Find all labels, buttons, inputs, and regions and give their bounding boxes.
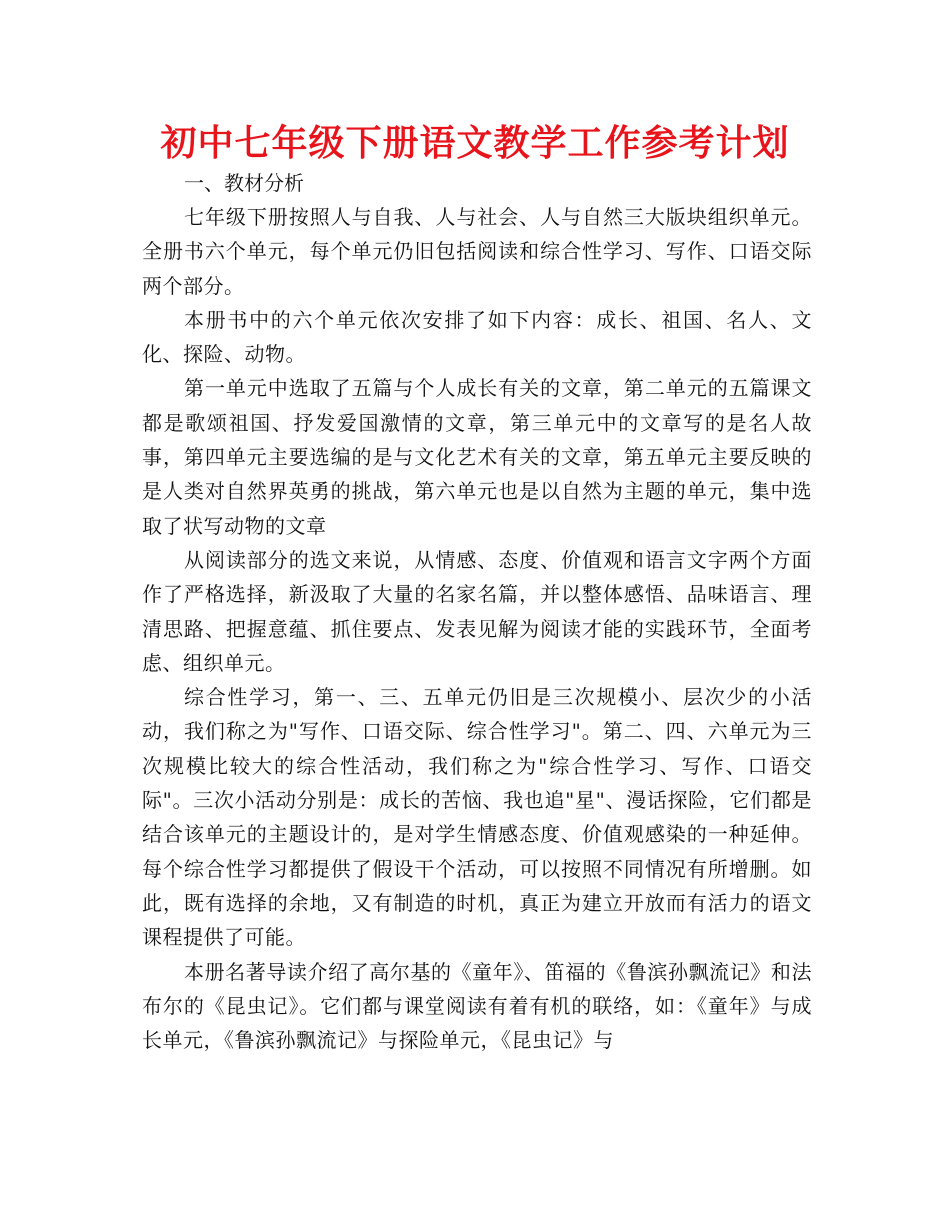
paragraph: 综合性学习，第一、三、五单元仍旧是三次规模小、层次少的小活动，我们称之为"写作、口语交际、综合性学习"。第二、四、六单元为三次规模比较大的综合性活动，我们称之为"综合性学习、写作、口语交际"。三次小活动分别是：成长的苦恼、我也追"星"、漫话探险，它们都是结合该单元的主题设计的，是对学生情感态度、价值观感染的一种延伸。每个综合性学习都提供了假设干个活动，可以按照不同情况有所增删。如此，既有选择的余地，又有制造的时机，真正为建立开放而有活力的语文课程提供了可能。 [142,685,812,950]
paragraph: 本册名著导读介绍了高尔基的《童年》、笛福的《鲁滨孙飘流记》和法布尔的《昆虫记》。它们都与课堂阅读有着有机的联络，如：《童年》与成长单元，《鲁滨孙飘流记》与探险单元，《昆虫记》与 [142,959,812,1053]
section-heading: 一、教材分析 [184,171,304,195]
document-title: 初中七年级下册语文教学工作参考计划 [160,123,790,164]
paragraph: 本册书中的六个单元依次安排了如下内容：成长、祖国、名人、文化、探险、动物。 [142,307,812,367]
document-body [142,166,812,1057]
paragraph: 第一单元中选取了五篇与个人成长有关的文章，第二单元的五篇课文都是歌颂祖国、抒发爱国激情的文章，第三单元中的文章写的是名人故事，第四单元主要选编的是与文化艺术有关的文章，第五单元主要反映的是人类对自然界英勇的挑战，第六单元也是以自然为主题的单元，集中选取了状写动物的文章 [142,376,812,538]
paragraph: 从阅读部分的选文来说，从情感、态度、价值观和语言文字两个方面作了严格选择，新汲取了大量的名家名篇，并以整体感悟、品味语言、理清思路、把握意蕴、抓住要点、发表见解为阅读才能的实践环节，全面考虑、组织单元。 [142,547,812,675]
paragraph: 七年级下册按照人与自我、人与社会、人与自然三大版块组织单元。全册书六个单元，每个单元仍旧包括阅读和综合性学习、写作、口语交际两个部分。 [142,205,812,298]
